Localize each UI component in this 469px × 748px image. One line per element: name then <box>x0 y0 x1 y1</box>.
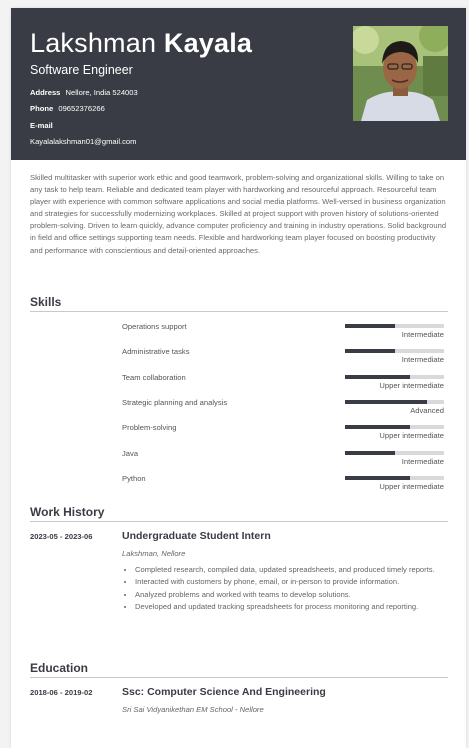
skill-level-fill <box>345 349 395 353</box>
phone-line <box>30 104 105 113</box>
skill-level-bar <box>345 349 444 353</box>
work-duties-list <box>122 564 463 613</box>
address-line <box>30 88 138 97</box>
first-name: Lakshman <box>30 28 157 58</box>
education-heading: Education <box>30 661 89 675</box>
skill-level-bar <box>345 476 444 480</box>
skill-level-bar <box>345 324 444 328</box>
skill-level-fill <box>345 476 410 480</box>
skill-level-fill <box>345 375 410 379</box>
professional-summary: Skilled multitasker with superior work ethic and good teamwork, problem-solving and organizational skills. Willing to take on any task to help team. Reliable and dedicated team player with hardworking and resourceful approach. Resourceful team player with experience with common software applications and social media platforms. Well-versed in business organization and strategies for successfully modernizing workplaces. Skilled at project support with proven history of solutions-oriented problem-solving. Driven to learn quickly, advance computer proficiency and training in industry operations. Solid background in field and office settings supporting team needs. Flexible and hardworking team player focused on boosting productivity and performance with conscientious and detail-oriented approaches. <box>30 173 447 255</box>
phone-value: 09652376266 <box>58 104 105 113</box>
last-name: Kayala <box>163 28 253 58</box>
skill-name: Problem-solving <box>122 423 177 433</box>
skill-level-label: Intermediate <box>401 355 444 365</box>
skill-name: Java <box>122 448 139 458</box>
skill-level-fill <box>345 451 395 455</box>
skill-name: Administrative tasks <box>122 347 190 357</box>
skill-level-label: Intermediate <box>401 456 444 466</box>
skill-name: Operations support <box>122 322 187 331</box>
job-title: Software Engineer <box>30 63 133 77</box>
skill-name: Python <box>122 473 146 483</box>
email-label: E-mail <box>30 121 53 130</box>
work-history-heading: Work History <box>30 505 105 519</box>
skill-name: Team collaboration <box>122 372 186 382</box>
skill-level-bar <box>345 375 444 379</box>
skill-level-label: Upper intermediate <box>379 431 444 441</box>
phone-label: Phone <box>30 104 54 113</box>
work-history-divider <box>30 521 448 522</box>
profile-photo <box>353 26 448 121</box>
address-label: Address <box>30 88 61 97</box>
skill-level-bar <box>345 425 444 429</box>
skill-level-label: Advanced <box>410 405 444 415</box>
work-dates: 2023-05 - 2023-06 <box>30 532 93 541</box>
education-dates: 2018-06 - 2019-02 <box>30 688 93 697</box>
email-label-line <box>30 121 56 130</box>
work-role: Undergraduate Student Intern <box>122 530 271 542</box>
skill-level-fill <box>345 425 410 429</box>
list-item: • Analyzed problems and worked with teams to develop solutions. <box>135 589 463 601</box>
skill-name: Strategic planning and analysis <box>122 397 228 407</box>
work-place: Lakshman, Nellore <box>122 549 186 558</box>
skill-level-bar <box>345 400 444 404</box>
list-item: • Interacted with customers by phone, email, or in-person to provide information. <box>135 576 463 588</box>
education-school: Sri Sai Vidyanikethan EM School - Nellore <box>122 705 264 714</box>
skill-level-label: Upper intermediate <box>379 481 444 491</box>
skill-level-label: Upper intermediate <box>379 380 444 390</box>
skill-level-label: Intermediate <box>401 330 444 339</box>
skills-divider <box>30 311 448 312</box>
education-divider <box>30 677 448 678</box>
skill-level-fill <box>345 324 395 328</box>
list-item: • Completed research, compiled data, updated spreadsheets, and produced timely reports. <box>135 564 463 576</box>
email-value[interactable]: Kayalalakshman01@gmail.com <box>30 137 137 146</box>
education-degree: Ssc: Computer Science And Engineering <box>122 686 326 698</box>
skills-heading: Skills <box>30 295 62 309</box>
address-value: Nellore, India 524003 <box>65 88 138 97</box>
resume-header <box>11 8 466 160</box>
candidate-name <box>30 28 252 59</box>
resume-page <box>11 8 466 748</box>
skill-level-bar <box>345 451 444 455</box>
skill-level-fill <box>345 400 427 404</box>
list-item: • Developed and updated tracking spreadsheets for process monitoring and reporting. <box>135 601 463 613</box>
